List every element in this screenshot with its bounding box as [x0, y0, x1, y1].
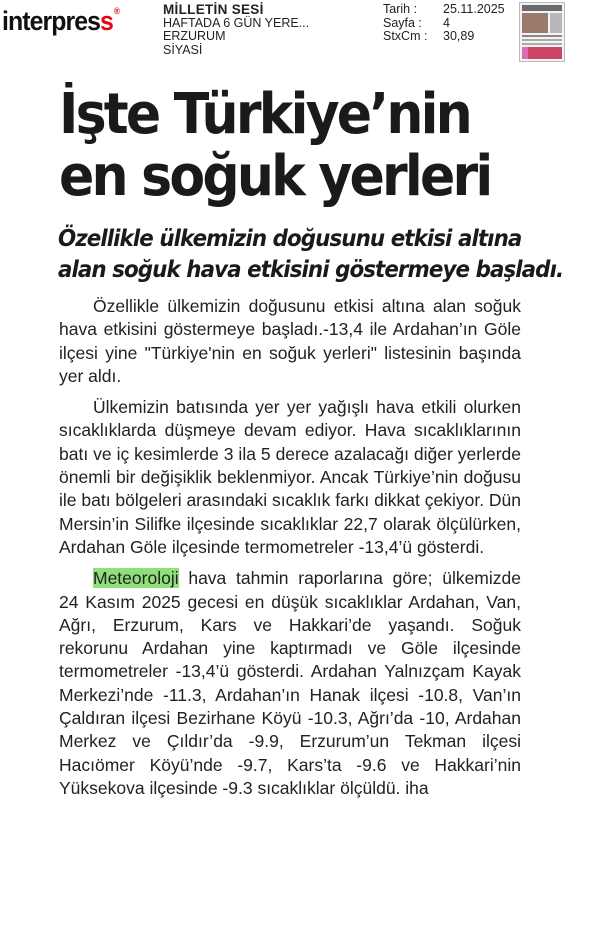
- area-row: [383, 30, 505, 44]
- date-label: Tarih :: [383, 2, 418, 16]
- date-value: 25.11.2025: [443, 2, 505, 16]
- publication-city: ERZURUM: [163, 29, 226, 43]
- article-body: [59, 295, 521, 808]
- interpress-logo: interpress®: [2, 6, 120, 36]
- publication-info: [163, 3, 309, 57]
- page-thumbnail: [519, 2, 565, 62]
- page-label: Sayfa :: [383, 15, 422, 30]
- publication-frequency: HAFTADA 6 GÜN YERE...: [163, 15, 310, 30]
- date-row: [383, 3, 505, 17]
- publication-name: MİLLETİN SESİ: [163, 2, 264, 17]
- article-headline: [59, 84, 543, 208]
- clipping-meta: [383, 3, 505, 44]
- area-value: 30,89: [443, 29, 475, 43]
- page-row: [383, 17, 505, 31]
- area-label: StxCm :: [383, 29, 428, 43]
- publication-category: SİYASİ: [163, 42, 203, 57]
- paragraph-3-text: hava tahmin raporlarına göre; ülkemizde 24 Kasım 2025 gecesi en düşük sıcaklıklar Ardahan, Van, Ağrı, Erzurum, Kars ve Hakkari’de yaşandı. Soğuk rekorunu Ardahan yine kaptırmadı ve Göle ilçesinde termometreler -13,4’ü gösterdi. Ardahan Yalnızçam Kayak Merkezi’nde -11.3, Ardahan’ın Hanak ilçesi -10.8, Van’ın Çaldıran ilçesi Bezirhane Köyü -10.3, Ağrı’da -10, Ardahan Merkez ve Çıldır’da -9.9, Erzurum’un Tekman ilçesi Hacıömer Köyü’nde -9.7, Kars’ta -9.6 ve Hakkari’nin Yüksekova ilçesinde -9.3 sıcaklıklar ölçüldü. iha: [59, 568, 521, 798]
- headline-line-1: İşte Türkiye’nin: [59, 82, 470, 147]
- headline-line-2: en soğuk yerleri: [59, 144, 491, 209]
- article-subhead: [58, 224, 564, 286]
- paragraph-3: [59, 567, 521, 800]
- clipping-header: [0, 0, 590, 66]
- paragraph-1: Özellikle ülkemizin doğusunu etkisi altına alan soğuk hava etkisini göstermeye başladı.-13,4 ile Ardahan’ın Göle ilçesi yine "Türkiye'nin en soğuk yerleri" listesinin başında yer aldı.: [59, 296, 521, 386]
- subhead-line-1: Özellikle ülkemizin doğusunu etkisi altına: [58, 226, 522, 252]
- paragraph-2: Ülkemizin batısında yer yer yağışlı hava etkili olurken sıcaklıklarda düşmeye devam ediyor. Hava sıcaklıklarının batı ve iç kesimlerde 3 ila 5 derece azalacağı diğer yerlerde önemli bir değişiklik beklenmiyor. Ancak Türkiye’nin doğusu ile batı bölgeleri arasındaki sıcaklık farkı dikkat çekiyor. Dün Mersin’in Silifke ilçesinde sıcaklıklar 22,7 olarak ölçülürken, Ardahan Göle ilçesinde termometreler -13,4’ü gösterdi.: [59, 397, 522, 557]
- highlighted-keyword: Meteoroloji: [93, 568, 179, 589]
- subhead-line-2: alan soğuk hava etkisini göstermeye başladı.: [58, 257, 564, 283]
- page-value: 4: [443, 15, 450, 30]
